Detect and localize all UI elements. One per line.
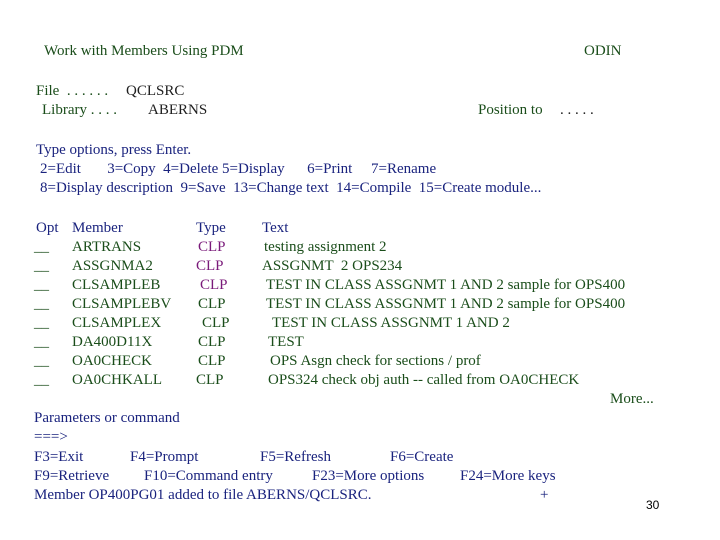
options-line-1: 2=Edit 3=Copy 4=Delete 5=Display 6=Print 7=Rename — [40, 161, 437, 177]
member-name: CLSAMPLEBV — [72, 296, 172, 312]
member-type: CLP — [198, 353, 226, 369]
member-text: TEST — [268, 334, 304, 350]
f23-more-options-key[interactable]: F23=More options — [312, 468, 425, 484]
more-messages-indicator: + — [540, 487, 549, 503]
option-field[interactable]: __ — [34, 296, 49, 312]
page-number: 30 — [646, 498, 660, 512]
member-text: OPS Asgn check for sections / prof — [270, 353, 481, 369]
column-header-member: Member — [72, 220, 123, 236]
member-name: DA400D11X — [72, 334, 153, 350]
f5-refresh-key[interactable]: F5=Refresh — [260, 449, 331, 465]
option-field[interactable]: __ — [34, 277, 49, 293]
member-type: CLP — [196, 372, 224, 388]
member-text: ASSGNMT 2 OPS234 — [262, 258, 403, 274]
f9-retrieve-key[interactable]: F9=Retrieve — [34, 468, 110, 484]
f24-more-keys-key[interactable]: F24=More keys — [460, 468, 556, 484]
command-label: Parameters or command — [34, 410, 180, 426]
member-name: OA0CHKALL — [72, 372, 162, 388]
option-field[interactable]: __ — [34, 372, 49, 388]
member-name: CLSAMPLEX — [72, 315, 162, 331]
member-text: TEST IN CLASS ASSGNMT 1 AND 2 — [272, 315, 510, 331]
option-field[interactable]: __ — [34, 334, 49, 350]
status-message: Member OP400PG01 added to file ABERNS/QCLSRC. — [34, 487, 372, 503]
member-text: testing assignment 2 — [264, 239, 387, 255]
member-type: CLP — [198, 334, 226, 350]
f4-prompt-key[interactable]: F4=Prompt — [130, 449, 199, 465]
member-name: ARTRANS — [72, 239, 142, 255]
member-type: CLP — [200, 277, 228, 293]
column-header-opt: Opt — [36, 220, 59, 236]
option-field[interactable]: __ — [34, 315, 49, 331]
member-text: TEST IN CLASS ASSGNMT 1 AND 2 sample for OPS400 — [266, 296, 626, 312]
member-name: CLSAMPLEB — [72, 277, 161, 293]
option-field[interactable]: __ — [34, 353, 49, 369]
file-label: File . . . . . . — [36, 83, 109, 99]
position-to-input[interactable]: . . . . . — [560, 102, 594, 118]
command-input[interactable] — [72, 428, 672, 446]
f6-create-key[interactable]: F6=Create — [390, 449, 454, 465]
column-header-text: Text — [262, 220, 289, 236]
f10-command-entry-key[interactable]: F10=Command entry — [144, 468, 273, 484]
option-field[interactable]: __ — [34, 258, 49, 274]
system-name: ODIN — [584, 43, 622, 59]
library-value[interactable]: ABERNS — [148, 102, 208, 118]
screen-title: Work with Members Using PDM — [44, 43, 244, 59]
member-type: CLP — [198, 239, 226, 255]
member-name: ASSGNMA2 — [72, 258, 153, 274]
option-field[interactable]: __ — [34, 239, 49, 255]
file-value[interactable]: QCLSRC — [126, 83, 185, 99]
more-indicator: More... — [610, 391, 654, 407]
member-type: CLP — [196, 258, 224, 274]
member-name: OA0CHECK — [72, 353, 153, 369]
member-type: CLP — [198, 296, 226, 312]
member-text: OPS324 check obj auth -- called from OA0CHECK — [268, 372, 580, 388]
member-type: CLP — [202, 315, 230, 331]
column-header-type: Type — [196, 220, 226, 236]
command-prompt: ===> — [34, 429, 68, 445]
position-to-label: Position to — [478, 102, 543, 118]
member-text: TEST IN CLASS ASSGNMT 1 AND 2 sample for OPS400 — [266, 277, 626, 293]
instructions-heading: Type options, press Enter. — [36, 142, 192, 158]
options-line-2: 8=Display description 9=Save 13=Change text 14=Compile 15=Create module... — [40, 180, 542, 196]
library-label: Library . . . . — [42, 102, 117, 118]
f3-exit-key[interactable]: F3=Exit — [34, 449, 84, 465]
